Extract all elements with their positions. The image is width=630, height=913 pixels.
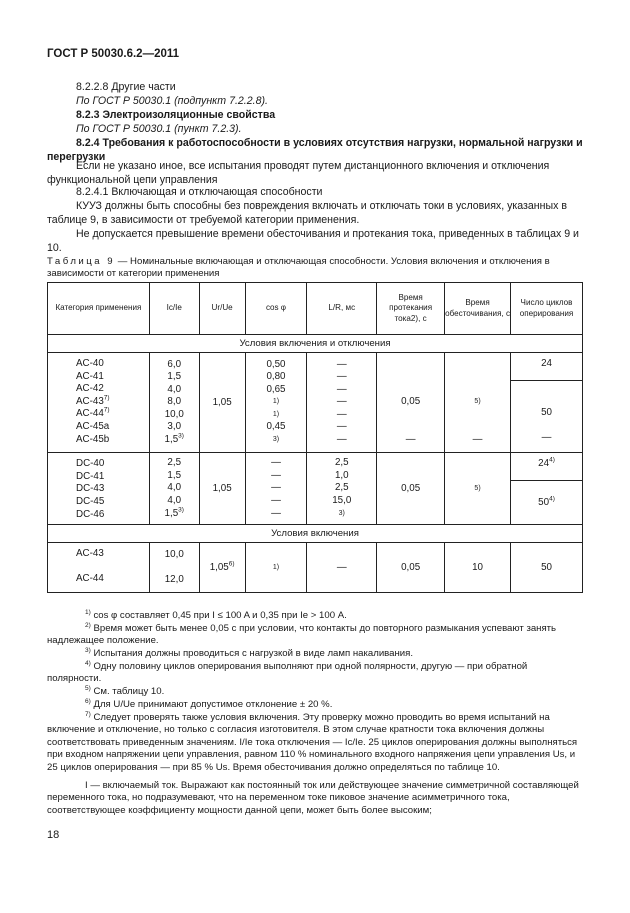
ac-flow-last: — xyxy=(405,433,416,445)
dc-cat-0: DC-40 xyxy=(76,458,105,470)
header-category: Категория применения xyxy=(48,283,150,335)
section-8-2-4-1-text2: Не допускается превышение времени обесточивания и протекания тока, приведенных в таблицах 9 и 10. xyxy=(47,228,579,254)
make-ur-sup: 6) xyxy=(228,560,235,568)
section-8-2-4-title: 8.2.4 Требования к работоспособности в условиях отсутствия нагрузки, нормальной нагрузки и перегрузки xyxy=(47,137,583,163)
section-8-2-2-8-ref: По ГОСТ Р 50030.1 (подпункт 7.2.2.8). xyxy=(76,95,268,107)
ac-cat-3-sup: 7) xyxy=(103,394,110,402)
footnote-5: $^{5)}$ См. таблицу 10. xyxy=(85,684,165,697)
header-lr: L/R, мс xyxy=(307,283,377,335)
dc-lr-1: 1,0 xyxy=(334,469,349,481)
dc-cos-3: — xyxy=(271,494,281,506)
dc-ic-2: 4,0 xyxy=(167,482,182,494)
definition-i: I — включаемый ток. Выражают как постоянный ток или действующее значение симметричной составляющей переменного тока, но подразумевают, что на переменном токе пиковое значение асимметричного тока, соответствующее коэффициенту мощности данной цепи, может быть более высоким; xyxy=(47,780,579,816)
dc-cat-3: DC-45 xyxy=(76,495,105,507)
dc-categories xyxy=(48,453,150,525)
table-row-ac-top xyxy=(48,353,583,381)
dc-cycles-bottom-sup: 4) xyxy=(549,495,555,503)
dc-ic-4-sup: 3) xyxy=(178,506,184,514)
ac-cos-0: 0,50 xyxy=(266,358,286,370)
ac-lr-1: — xyxy=(336,371,347,383)
ac-ic-ie xyxy=(149,353,199,453)
make-lr: — xyxy=(307,543,377,593)
table-9 xyxy=(47,282,583,593)
make-cat-0: AC-43 xyxy=(76,548,104,560)
section-8-2-4-text: Если не указано иное, все испытания проводят путем дистанционного включения и отключения функциональной цепи управления xyxy=(47,160,550,186)
footnote-6: $^{6)}$ Для U/Uе принимают допустимое отклонение ± 20 %. xyxy=(85,697,333,710)
dc-ic-ie xyxy=(149,453,199,525)
footnote-4: $^{4)}$ Одну половину циклов оперирования выполняют при одной полярности, другую — при обратной полярности. xyxy=(47,659,528,685)
section-8-2-3-title: 8.2.3 Электроизоляционные свойства xyxy=(76,109,276,121)
ac-cycles-bottom xyxy=(511,381,583,453)
ac-cos-3: 1) xyxy=(272,398,280,406)
ac-lr-3: — xyxy=(336,396,347,408)
footnote-1: $^{1)}$ cos φ составляет 0,45 при I ≤ 100 A и 0,35 при Iе > 100 A. xyxy=(85,608,347,621)
ac-cos-5: 0,45 xyxy=(266,421,286,433)
make-ic-1: 12,0 xyxy=(164,573,184,585)
dc-lr-3: 15,0 xyxy=(332,494,352,506)
section-8-2-3-ref: По ГОСТ Р 50030.1 (пункт 7.2.3). xyxy=(76,123,242,135)
table-header-row xyxy=(48,283,583,335)
ac-ic-6: 1,5 xyxy=(164,434,179,446)
dc-cat-4: DC-46 xyxy=(76,508,105,520)
make-ic-ie xyxy=(149,543,199,593)
dc-cycles-bottom xyxy=(511,481,583,525)
section-8-2-4-1-text: КУУЗ должны быть способны без повреждения включать и отключать токи в условиях, указанных в таблице 9, в зависимости от требуемой категории применения. xyxy=(47,200,567,226)
header-flow-time: Время протекания тока2), с xyxy=(377,283,445,335)
dc-cos-4: — xyxy=(271,507,281,519)
dc-cos-2: — xyxy=(271,482,281,494)
ac-cat-6: AC-45b xyxy=(76,433,110,445)
ac-flow-time xyxy=(377,353,445,453)
ac-ic-2: 4,0 xyxy=(167,383,182,395)
ac-cos-6: 3) xyxy=(272,436,280,444)
dc-ic-3: 4,0 xyxy=(167,494,182,506)
dc-cycles-top-value: 24 xyxy=(538,458,550,470)
header-cosphi: cos φ xyxy=(245,283,307,335)
table-caption-text: — Номинальные включающая и отключающая способности. Условия включения и отключения в зависимости от категории применения xyxy=(47,256,550,280)
ac-flow-value: 0,05 xyxy=(401,395,421,407)
dc-ic-1: 1,5 xyxy=(167,469,182,481)
ac-deenergize xyxy=(445,353,511,453)
header-deenergize-time: Время обесточивания, с xyxy=(445,283,511,335)
header-cycles: Число циклов оперирования xyxy=(511,283,583,335)
dc-deenergize: 5) xyxy=(445,453,511,525)
dc-cat-2: DC-43 xyxy=(76,483,105,495)
dc-cycles-bottom-value: 50 xyxy=(538,497,550,509)
ac-ic-5: 3,0 xyxy=(167,421,182,433)
footnote-3: $^{3)}$ Испытания должны проводиться с нагрузкой в виде ламп накаливания. xyxy=(85,646,414,659)
ac-cat-2: AC-42 xyxy=(76,383,104,395)
make-cycles: 50 xyxy=(511,543,583,593)
dc-ic-4: 1,5 xyxy=(164,507,179,519)
section-make: Условия включения xyxy=(48,525,583,543)
section-8-2-4-1-title: 8.2.4.1 Включающая и отключающая способности xyxy=(76,186,323,198)
document-header: ГОСТ Р 50030.6.2—2011 xyxy=(47,48,180,60)
ac-deen-value: 5) xyxy=(474,397,481,405)
header-ic-ie: Iс/Iе xyxy=(149,283,199,335)
ac-ic-6-sup: 3) xyxy=(178,432,184,440)
ac-cat-3: AC-43 xyxy=(76,395,104,407)
dc-cycles-top-sup: 4) xyxy=(549,456,555,464)
table-caption xyxy=(47,256,583,281)
footnote-2: $^{2)}$ Время может быть менее 0,05 с при условии, что контакты до повторного размыкания успевают занять надлежащее положение. xyxy=(47,621,557,647)
table-caption-label: Таблица 9 xyxy=(47,256,116,267)
dc-lr-4: 3) xyxy=(338,509,345,517)
ac-ic-1: 1,5 xyxy=(167,371,182,383)
dc-lr xyxy=(307,453,377,525)
make-cosphi: 1) xyxy=(245,543,307,593)
dc-cosphi xyxy=(245,453,307,525)
ac-lr-0: — xyxy=(336,358,347,370)
ac-cos-4: 1) xyxy=(272,410,280,418)
make-flow-time: 0,05 xyxy=(377,543,445,593)
table-section-row xyxy=(48,335,583,353)
ac-cos-2: 0,65 xyxy=(266,383,286,395)
dc-cos-0: — xyxy=(271,457,281,469)
dc-flow-time: 0,05 xyxy=(377,453,445,525)
dc-ic-0: 2,5 xyxy=(167,457,182,469)
dc-cat-1: DC-41 xyxy=(76,470,105,482)
ac-cat-4: AC-44 xyxy=(76,408,104,420)
make-ic-0: 10,0 xyxy=(164,548,184,560)
dc-cos-1: — xyxy=(271,469,281,481)
ac-lr-2: — xyxy=(336,383,347,395)
ac-lr-5: — xyxy=(336,421,347,433)
ac-cat-1: AC-41 xyxy=(76,370,104,382)
header-ur-ue: Ur/Uе xyxy=(199,283,245,335)
ac-cat-0: AC-40 xyxy=(76,358,104,369)
ac-cycles-last: — xyxy=(541,432,552,444)
dc-lr-2: 2,5 xyxy=(334,482,349,494)
make-deenergize: 10 xyxy=(445,543,511,593)
table-section-row xyxy=(48,525,583,543)
dc-lr-0: 2,5 xyxy=(334,457,349,469)
dc-ur-ue: 1,05 xyxy=(199,453,245,525)
make-ur-ue xyxy=(199,543,245,593)
ac-cosphi xyxy=(245,353,307,453)
ac-lr-4: — xyxy=(336,408,347,420)
make-ur-value: 1,05 xyxy=(209,562,229,574)
ac-cat-4-sup: 7) xyxy=(103,407,110,415)
ac-categories xyxy=(48,353,150,453)
section-8-2-2-8-title: 8.2.2.8 Другие части xyxy=(76,81,176,93)
ac-cycles-mid: 50 xyxy=(541,407,552,419)
dc-cycles-top xyxy=(511,453,583,481)
ac-ic-0: 6,0 xyxy=(167,358,182,370)
ac-ic-4: 10,0 xyxy=(164,408,184,420)
ac-cycles-top: 24 xyxy=(511,353,583,381)
table-row-make xyxy=(48,543,583,593)
make-categories xyxy=(48,543,150,593)
ac-ur-ue: 1,05 xyxy=(199,353,245,453)
ac-deen-last: — xyxy=(472,433,483,445)
ac-cos-1: 0,80 xyxy=(266,371,286,383)
ac-ic-3: 8,0 xyxy=(167,396,182,408)
ac-lr-6: — xyxy=(336,434,347,446)
make-cat-1: AC-44 xyxy=(76,573,104,585)
footnote-7: $^{7)}$ Следует проверять также условия включения. Эту проверку можно проводить во время испытаний на включение и отключение, но только с согласия изготовителя. В этом случае кратности тока включения должны соответствовать приведенным значениям. I/Iе тока отключения — Iс/Iе. 25 циклов оперирования должны выполняться при входном напряжении цепи управления, равном 110 % номинального входного напряжения цепи управления Us, и 25 циклов оперирования — при 85 % Us. Время обесточивания должно определяться по таблице 10. xyxy=(47,710,578,773)
page-number: 18 xyxy=(47,829,60,841)
section-make-break: Условия включения и отключения xyxy=(48,335,583,353)
ac-cat-5: AC-45a xyxy=(76,420,110,432)
table-row-dc-top xyxy=(48,453,583,481)
ac-lr xyxy=(307,353,377,453)
